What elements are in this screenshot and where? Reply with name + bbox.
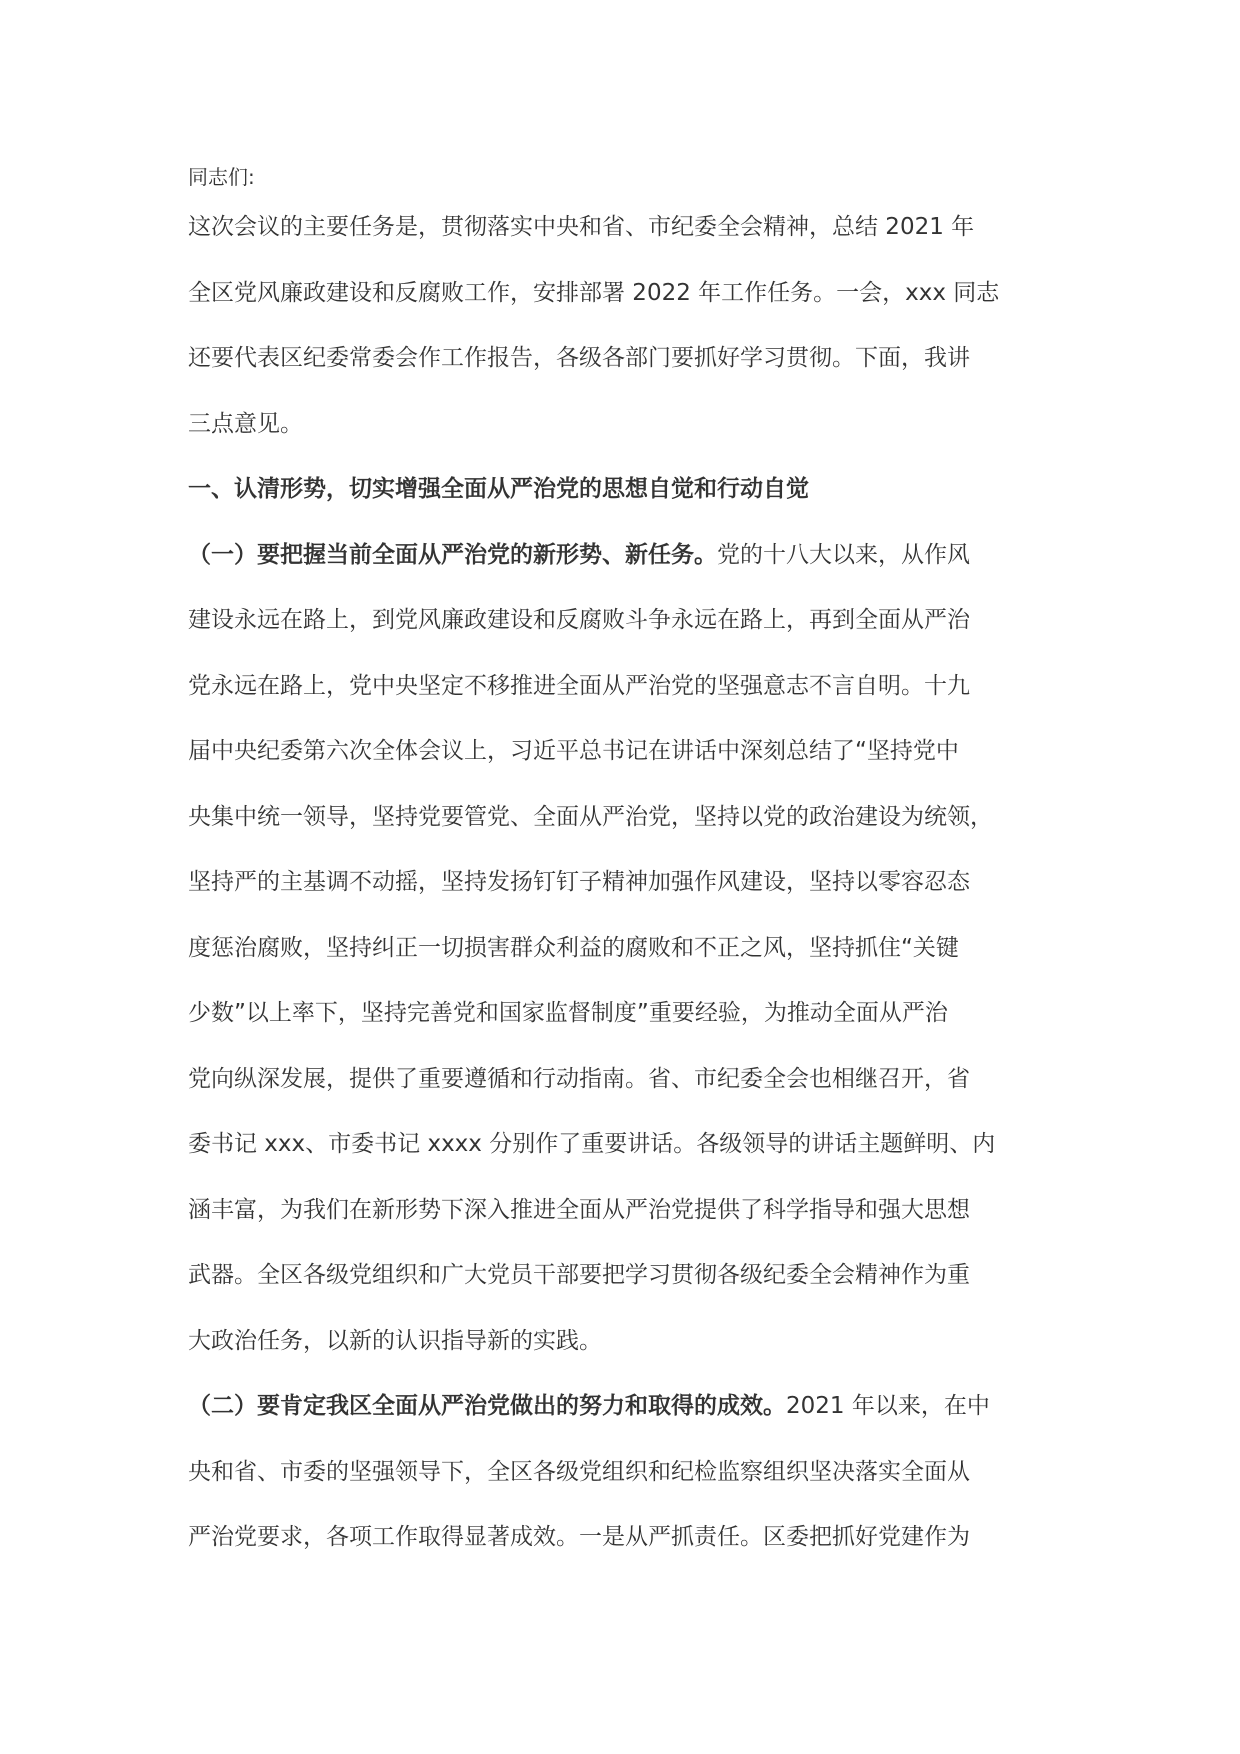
paragraph-line: 坚持严的主基调不动摇，坚持发扬钉钉子精神加强作风建设，坚持以零容忍态 <box>188 869 970 895</box>
paragraph-line: 央集中统一领导，坚持党要管党、全面从严治党，坚持以党的政治建设为统领， <box>188 803 993 830</box>
subsection-1-first-line <box>188 523 1068 589</box>
paragraph-line: 党向纵深发展，提供了重要遵循和行动指南。省、市纪委全会也相继召开，省 <box>188 1065 970 1092</box>
paragraph-line: 少数”以上率下，坚持完善党和国家监督制度”重要经验，为推动全面从严治 <box>188 1000 948 1026</box>
paragraph-line: 严治党要求，各项工作取得显著成效。一是从严抓责任。区委把抓好党建作为 <box>188 1524 970 1550</box>
paragraph-line: 届中央纪委第六次全体会议上，习近平总书记在讲话中深刻总结了“坚持党中 <box>188 738 959 764</box>
paragraph-line: 大政治任务，以新的认识指导新的实践。 <box>188 1327 602 1354</box>
subsection-2-first-line-rest: 2021 年以来，在中 <box>786 1393 990 1419</box>
paragraph-line: 党永远在路上，党中央坚定不移推进全面从严治党的坚强意志不言自明。十九 <box>188 672 970 699</box>
intro-line: 还要代表区纪委常委会作工作报告，各级各部门要抓好学习贯彻。下面，我讲 <box>188 345 970 371</box>
subsection-2-first-line <box>188 1374 1068 1440</box>
intro-line: 这次会议的主要任务是，贯彻落实中央和省、市纪委全会精神，总结 2021 年 <box>188 214 975 240</box>
intro-paragraph <box>188 195 1068 457</box>
intro-line: 三点意见。 <box>188 410 303 437</box>
paragraph-line: 建设永远在路上，到党风廉政建设和反腐败斗争永远在路上，再到全面从严治 <box>188 607 970 633</box>
subsection-2-lead: （二）要肯定我区全面从严治党做出的努力和取得的成效。 <box>188 1393 786 1419</box>
intro-line: 全区党风廉政建设和反腐败工作，安排部署 2022 年工作任务。一会，xxx 同志 <box>188 279 1000 306</box>
subsection-2-paragraph <box>188 1374 1068 1571</box>
section-heading-1: 一、认清形势，切实增强全面从严治党的思想自觉和行动自觉 <box>188 476 809 502</box>
salutation: 同志们: <box>188 165 255 189</box>
paragraph-line: 武器。全区各级党组织和广大党员干部要把学习贯彻各级纪委全会精神作为重 <box>188 1262 970 1288</box>
paragraph-line: 央和省、市委的坚强领导下，全区各级党组织和纪检监察组织坚决落实全面从 <box>188 1458 970 1485</box>
subsection-1-lead: （一）要把握当前全面从严治党的新形势、新任务。 <box>188 541 717 568</box>
paragraph-line: 涵丰富，为我们在新形势下深入推进全面从严治党提供了科学指导和强大思想 <box>188 1196 970 1223</box>
subsection-1-paragraph <box>188 523 1068 1375</box>
paragraph-line: 委书记 xxx、市委书记 xxxx 分别作了重要讲话。各级领导的讲话主题鲜明、内 <box>188 1131 996 1157</box>
document-body <box>188 162 1068 1571</box>
subsection-1-first-line-rest: 党的十八大以来，从作风 <box>717 541 970 568</box>
paragraph-line: 度惩治腐败，坚持纠正一切损害群众利益的腐败和不正之风，坚持抓住“关键 <box>188 934 959 961</box>
